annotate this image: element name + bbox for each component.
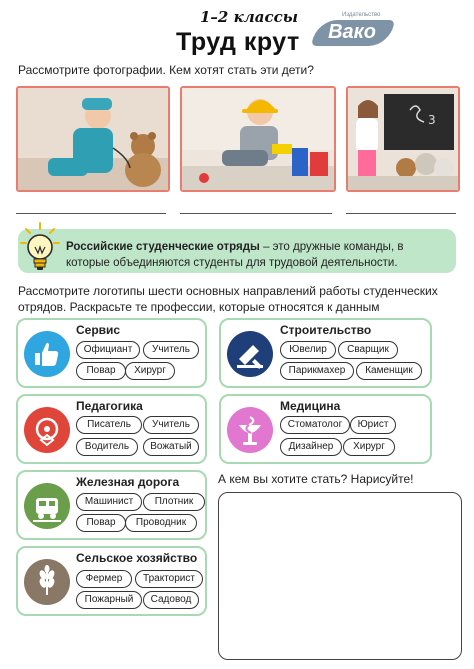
pill-writer[interactable]: Писатель [76,416,142,434]
publisher-small-text: Издательство [342,12,381,18]
photos-question: Рассмотрите фотографии. Кем хотят стать эти дети? [18,63,314,77]
card-title-medicine: Медицина [280,399,341,413]
thumbs-up-icon [24,331,70,377]
publisher-logo-text: Вако [328,21,377,43]
pill-driver[interactable]: Водитель [76,438,138,456]
train-icon [24,483,70,529]
child-face-icon [24,407,70,453]
photo-teacher-child [346,86,460,192]
info-text [66,239,446,271]
pill-hairdresser[interactable]: Парикмахер [280,362,354,380]
pill-engine-driver[interactable]: Машинист [76,493,142,511]
grade-label: 1–2 классы [200,8,298,26]
pill-jeweler[interactable]: Ювелир [280,341,336,359]
info-rest: – это дружные команды, в которые объединяются студенты для трудовой деятельности. [66,241,404,269]
answer-line-2[interactable] [180,213,332,214]
info-bold: Российские студенческие отряды [66,241,260,253]
svg-text:3: 3 [428,113,436,127]
drawing-area[interactable] [218,492,462,660]
pill-dentist[interactable]: Стоматолог [280,416,350,434]
pill-tractor-driver[interactable]: Тракторист [135,570,203,588]
page-title: Труд крут [176,28,300,56]
pill-waiter[interactable]: Официант [76,341,140,359]
pill-teacher-2[interactable]: Учитель [143,416,199,434]
pill-firefighter[interactable]: Пожарный [76,591,142,609]
card-title-construction: Строительство [280,323,372,337]
pill-designer[interactable]: Дизайнер [280,438,342,456]
lightbulb-icon [20,221,60,277]
pill-cook[interactable]: Повар [76,362,126,380]
pill-lawyer[interactable]: Юрист [350,416,396,434]
draw-question: А кем вы хотите стать? Нарисуйте! [218,472,414,486]
pill-gardener[interactable]: Садовод [143,591,199,609]
pill-cook-2[interactable]: Повар [76,514,126,532]
photo-builder-child [180,86,336,192]
pill-conductor[interactable]: Проводник [125,514,197,532]
card-title-agriculture: Сельское хозяйство [76,551,198,565]
wheat-icon [24,559,70,605]
pill-surgeon-2[interactable]: Хирург [343,438,395,456]
pill-welder[interactable]: Сварщик [338,341,398,359]
answer-line-3[interactable] [346,213,456,214]
task-text: Рассмотрите логотипы шести основных направлений работы студенческих отрядов. Раскрасьте те профессии, которые относятся к данным [18,284,438,314]
card-title-service: Сервис [76,323,121,337]
pill-counselor[interactable]: Вожатый [143,438,199,456]
trowel-icon [227,331,273,377]
pill-farmer[interactable]: Фермер [76,570,132,588]
pill-mason[interactable]: Каменщик [356,362,422,380]
pill-carpenter[interactable]: Плотник [143,493,205,511]
pill-surgeon[interactable]: Хирург [125,362,175,380]
photo-doctor-child [16,86,170,192]
card-title-pedagogy: Педагогика [76,399,143,413]
publisher-logo [306,8,398,48]
pill-teacher[interactable]: Учитель [143,341,199,359]
bowl-snake-icon [227,407,273,453]
card-title-railway: Железная дорога [76,475,180,489]
answer-line-1[interactable] [16,213,166,214]
